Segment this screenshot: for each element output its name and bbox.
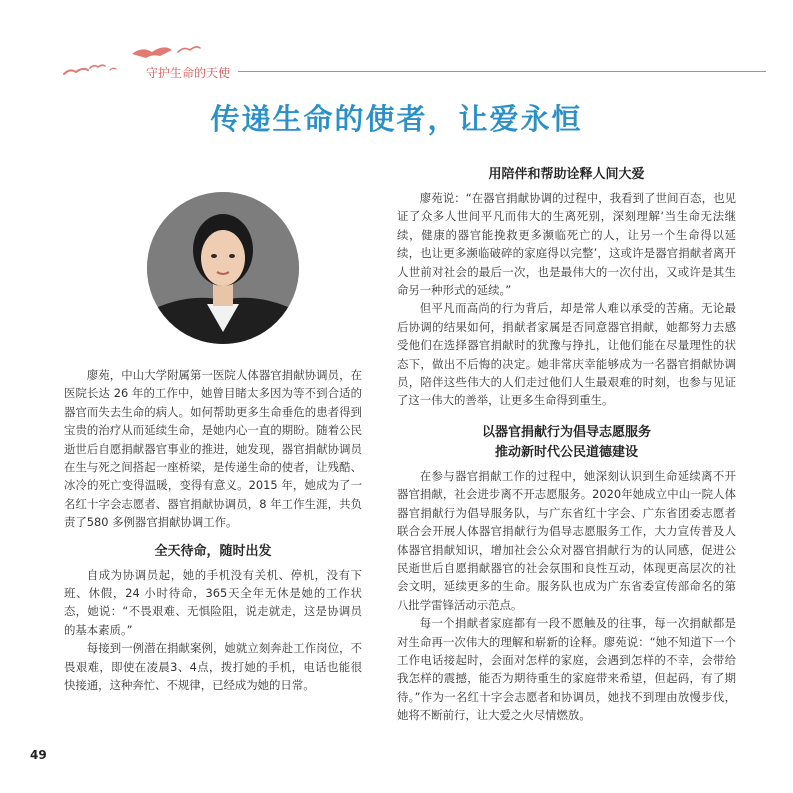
header-divider <box>238 71 766 72</box>
page-number: 49 <box>30 748 47 762</box>
body-paragraph: 自成为协调员起，她的手机没有关机、停机，没有下班、休假，24 小时待命，365天全年无休是她的工作状态，她说：“不畏艰难、无惧险阻，说走就走，这是协调员的基本素质。” <box>64 567 362 637</box>
body-paragraph: 廖苑说：“在器官捐献协调的过程中，我看到了世间百态，也见证了众多人世间平凡而伟大的生离死别，深刻理解‘当生命无法继续，健康的器官能挽救更多濒临死亡的人，让另一个生命得以延续，也让更多濒临破碎的家庭得以完整’，这或许是器官捐献者离开人世前对社会的最后一次，也是最伟大的一次付出，又或许是其生命另一种形式的延续。” <box>397 191 736 298</box>
left-column <box>64 366 362 695</box>
section-heading: 全天待命，随时出发 <box>154 543 272 559</box>
section-tag: 守护生命的天使 <box>146 66 231 80</box>
body-paragraph: 每接到一例潜在捐献案例，她就立刻奔赴工作岗位，不畏艰难，即使在凌晨3、4点，拨打她的手机，电话也能很快接通，这种奔忙、不规律，已经成为她的日常。 <box>64 641 362 693</box>
body-paragraph: 但平凡而高尚的行为背后，却是常人难以承受的苦痛。无论最后协调的结果如何，捐献者家属是否同意器官捐献，她都努力去感受他们在选择器官捐献时的犹豫与挣扎，让他们能在尽量理性的状态下，做出不后悔的决定。她非常庆幸能够成为一名器官捐献协调员，陪伴这些伟大的人们走过他们人生最艰难的时刻，也参与见证了这一伟大的善举，让更多生命得到重生。 <box>397 301 736 408</box>
portrait-photo <box>147 192 299 344</box>
right-column <box>397 165 736 725</box>
body-paragraph: 在参与器官捐献工作的过程中，她深刻认识到生命延续离不开器官捐献，社会进步离不开志愿服务。2020年她成立中山一院人体器官捐献行为倡导服务队，与广东省红十字会、广东省团委志愿者联合会开展人体器官捐献行为倡导志愿服务工作，大力宣传普及人体器官捐献知识，增加社会公众对器官捐献行为的认同感，促进公民逝世后自愿捐献器官的社会氛围和良性互动，体现更高层次的社会文明，延续更多的生命。服务队也成为广东省委宣传部命名的第八批学雷锋活动示范点。 <box>397 468 736 612</box>
page-title: 传递生命的使者，让爱永恒 <box>210 102 583 136</box>
intro-paragraph: 廖苑，中山大学附属第一医院人体器官捐献协调员，在医院长达 26 年的工作中，她曾目睹太多因为等不到合适的器官而失去生命的病人。如何帮助更多生命垂危的患者得到宝贵的治疗从而延续生命，是她内心一直的期盼。随着公民逝世后自愿捐献器官事业的推进，她发现，器官捐献协调员在生与死之间搭起一座桥梁，是传递生命的使者，让残酷、冰冷的死亡变得温暖，变得有意义。2015 年，她成为了一名红十字会志愿者、器官捐献协调员，8 年工作生涯，共负责了580 多例器官捐献协调工作。 <box>64 368 362 530</box>
section-heading: 以器官捐献行为倡导志愿服务 <box>481 424 651 440</box>
section-heading: 用陪伴和帮助诠释人间大爱 <box>488 167 645 182</box>
section-heading: 推动新时代公民道德建设 <box>494 444 638 460</box>
body-paragraph: 每一个捐献者家庭都有一段不愿触及的往事，每一次捐献都是对生命再一次伟大的理解和崭新的诠释。廖苑说：“她不知道下一个工作电话接起时，会面对怎样的家庭，会遇到怎样的不幸，会带给我怎样的震撼，能否为期待重生的家庭带来希望，但起码，有了期待。”作为一名红十字会志愿者和协调员，她找不到理由放慢步伐，她将不断前行，让大爱之火尽情燃放。 <box>397 616 736 723</box>
